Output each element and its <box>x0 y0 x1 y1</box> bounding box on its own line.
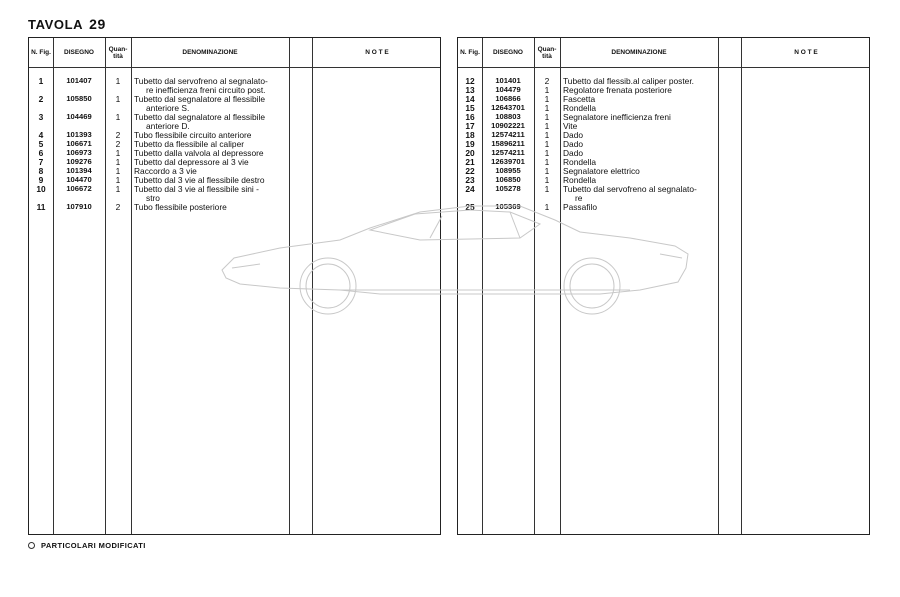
cell-qty: 1 <box>115 166 121 176</box>
cell-disegno: 106671 <box>66 139 92 148</box>
cell-desc: Tubo flessibile posteriore <box>134 202 227 212</box>
cell-fig: 16 <box>465 112 475 122</box>
cell-disegno: 108955 <box>495 166 521 175</box>
cell-desc: Regolatore frenata posteriore <box>563 85 672 95</box>
footnote <box>28 541 146 550</box>
cell-desc: Rondella <box>563 175 597 185</box>
cell-disegno: 12574211 <box>491 148 525 157</box>
cell-desc: Rondella <box>563 157 597 167</box>
cell-desc: Tubetto dal 3 vie al flessibile sini - <box>134 184 259 194</box>
cell-fig: 2 <box>38 94 44 104</box>
cell-desc: Tubo flessibile circuito anteriore <box>134 130 252 140</box>
cell-desc: Dado <box>563 139 584 149</box>
cell-disegno: 104469 <box>66 112 92 121</box>
cell-desc: Tubetto dal depressore al 3 vie <box>134 157 249 167</box>
description-continuation: re inefficienza freni circuito post. <box>146 85 266 95</box>
cell-desc: Fascetta <box>563 94 596 104</box>
cell-fig: 23 <box>465 175 475 185</box>
cell-desc: Tubetto dal servofreno al segnalato- <box>134 76 268 86</box>
cell-qty: 1 <box>544 94 550 104</box>
description-continuation: stro <box>146 193 160 203</box>
cell-qty: 1 <box>544 85 550 95</box>
cell-qty: 2 <box>115 202 121 212</box>
header-quantita: Quan-tità <box>537 45 557 60</box>
cell-fig: 6 <box>38 148 44 158</box>
cell-desc: Tubetto dal 3 vie al flessibile destro <box>134 175 265 185</box>
description-continuation: anteriore D. <box>146 121 190 131</box>
table-row <box>29 94 440 104</box>
circle-icon <box>28 542 35 549</box>
table-row <box>29 184 440 194</box>
cell-fig: 1 <box>38 76 44 86</box>
cell-fig: 7 <box>38 157 44 167</box>
description-continuation: anteriore S. <box>146 103 190 113</box>
cell-disegno: 105369 <box>495 202 521 211</box>
header-denominazione: DENOMINAZIONE <box>611 49 667 56</box>
cell-disegno: 104470 <box>66 175 92 184</box>
table-row <box>458 184 869 194</box>
cell-qty: 1 <box>115 112 121 122</box>
page-title <box>28 16 106 32</box>
cell-disegno: 104479 <box>495 85 521 94</box>
cell-qty: 2 <box>115 139 121 149</box>
cell-disegno: 106866 <box>495 94 521 103</box>
header-note: N O T E <box>794 49 818 56</box>
cell-fig: 5 <box>38 139 44 149</box>
table-number: 29 <box>89 16 106 32</box>
cell-fig: 14 <box>465 94 475 104</box>
cell-qty: 1 <box>115 184 121 194</box>
header-disegno: DISEGNO <box>64 49 94 56</box>
description-continuation: re <box>575 193 583 203</box>
cell-fig: 21 <box>465 157 475 167</box>
cell-qty: 1 <box>544 202 550 212</box>
cell-fig: 13 <box>465 85 475 95</box>
cell-disegno: 15896211 <box>491 139 525 148</box>
cell-qty: 1 <box>544 130 550 140</box>
cell-fig: 19 <box>465 139 475 149</box>
cell-desc: Raccordo a 3 vie <box>134 166 197 176</box>
cell-fig: 24 <box>465 184 475 194</box>
footnote-text: PARTICOLARI MODIFICATI <box>41 541 146 550</box>
cell-disegno: 109276 <box>66 157 92 166</box>
cell-fig: 9 <box>38 175 44 185</box>
page-title-label: TAVOLA <box>28 17 84 32</box>
cell-fig: 22 <box>465 166 475 176</box>
cell-disegno: 12643701 <box>491 103 525 112</box>
cell-qty: 2 <box>115 130 121 140</box>
header-quantita: Quan-tità <box>108 45 128 60</box>
cell-fig: 15 <box>465 103 475 113</box>
cell-fig: 18 <box>465 130 475 140</box>
cell-disegno: 101401 <box>495 76 521 85</box>
cell-qty: 1 <box>115 76 121 86</box>
cell-disegno: 12639701 <box>491 157 525 166</box>
cell-desc: Passafilo <box>563 202 597 212</box>
cell-qty: 2 <box>544 76 550 86</box>
cell-fig: 8 <box>38 166 44 176</box>
cell-disegno: 107910 <box>66 202 92 211</box>
cell-fig: 4 <box>38 130 44 140</box>
cell-qty: 1 <box>544 184 550 194</box>
cell-qty: 1 <box>544 112 550 122</box>
car-outline-watermark <box>220 198 700 318</box>
cell-desc: Segnalatore elettrico <box>563 166 640 176</box>
cell-qty: 1 <box>544 121 550 131</box>
header-denominazione: DENOMINAZIONE <box>182 49 238 56</box>
header-note: N O T E <box>365 49 389 56</box>
cell-desc: Tubetto dal segnalatore al flessibile <box>134 94 265 104</box>
cell-disegno: 108803 <box>495 112 521 121</box>
cell-fig: 17 <box>465 121 475 131</box>
cell-disegno: 106850 <box>495 175 521 184</box>
cell-qty: 1 <box>115 175 121 185</box>
cell-qty: 1 <box>544 157 550 167</box>
cell-fig: 12 <box>465 76 475 86</box>
cell-qty: 1 <box>544 103 550 113</box>
header-fig: N. Fig. <box>31 49 51 56</box>
cell-desc: Tubetto da flessibile al caliper <box>134 139 245 149</box>
cell-desc: Segnalatore inefficienza freni <box>563 112 671 122</box>
cell-desc: Tubetto dal segnalatore al flessibile <box>134 112 265 122</box>
cell-disegno: 105278 <box>495 184 521 193</box>
cell-qty: 1 <box>544 148 550 158</box>
cell-disegno: 10902221 <box>491 121 525 130</box>
cell-desc: Dado <box>563 148 584 158</box>
cell-desc: Rondella <box>563 103 597 113</box>
cell-desc: Dado <box>563 130 584 140</box>
cell-qty: 1 <box>115 148 121 158</box>
cell-disegno: 101394 <box>66 166 92 175</box>
cell-disegno: 106973 <box>66 148 92 157</box>
cell-desc: Vite <box>563 121 578 131</box>
cell-fig: 11 <box>36 202 46 212</box>
cell-disegno: 101407 <box>66 76 92 85</box>
cell-desc: Tubetto dal flessib.al caliper poster. <box>563 76 694 86</box>
header-fig: N. Fig. <box>460 49 480 56</box>
cell-fig: 3 <box>38 112 44 122</box>
cell-disegno: 105850 <box>66 94 92 103</box>
table-row <box>29 112 440 122</box>
cell-disegno: 106672 <box>66 184 92 193</box>
header-disegno: DISEGNO <box>493 49 523 56</box>
cell-disegno: 12574211 <box>491 130 525 139</box>
cell-desc: Tubetto dal servofreno al segnalato- <box>563 184 697 194</box>
cell-fig: 25 <box>465 202 475 212</box>
cell-disegno: 101393 <box>66 130 92 139</box>
cell-fig: 10 <box>36 184 46 194</box>
cell-qty: 1 <box>544 139 550 149</box>
cell-desc: Tubetto dalla valvola al depressore <box>134 148 264 158</box>
cell-qty: 1 <box>544 175 550 185</box>
cell-qty: 1 <box>544 166 550 176</box>
cell-qty: 1 <box>115 157 121 167</box>
cell-fig: 20 <box>465 148 475 158</box>
cell-qty: 1 <box>115 94 121 104</box>
